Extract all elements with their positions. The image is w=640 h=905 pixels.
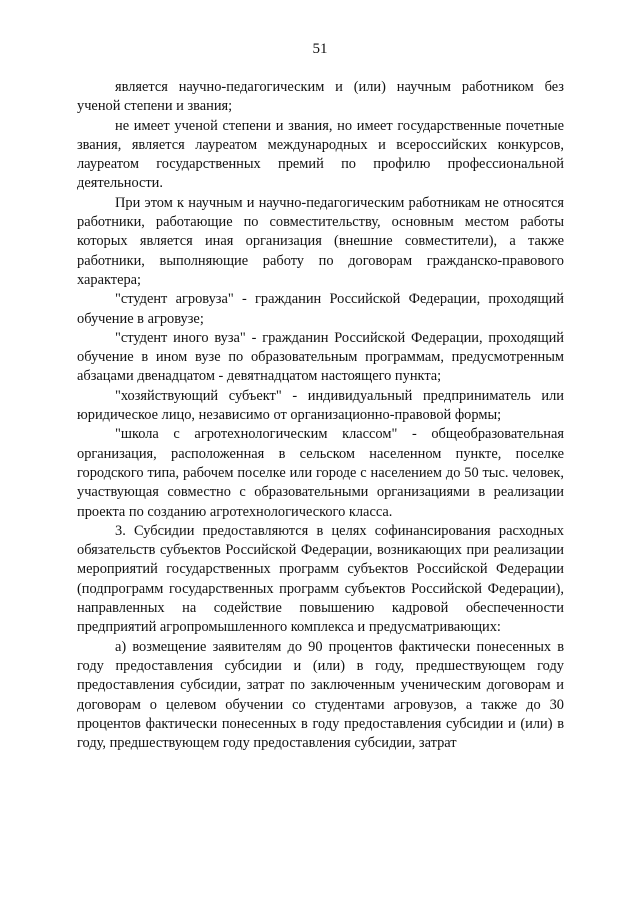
paragraph-5: "студент иного вуза" - гражданин Российской Федерации, проходящий обучение в ином вузе по образовательным программам, предусмотренным абзацами двенадцатом - девятнадцатом настоящего пункта; <box>77 329 564 385</box>
body-text <box>77 78 564 753</box>
paragraph-3: При этом к научным и научно-педагогическим работникам не относятся работники, работающие по совместительству, основным местом работы которых является иная организация (внешние совместители), а также работники, выполняющие работу по договорам гражданско-правового характера; <box>77 194 564 288</box>
paragraph-9: а) возмещение заявителям до 90 процентов фактически понесенных в году предоставления субсидии и (или) в году, предшествующем году предоставления субсидии, затрат по заключенным ученическим договорам и договорам о целевом обучении со студентами агровузов, а также до 30 процентов фактически понесенных в году предоставления субсидии и (или) в году, предшествующем году предоставления субсидии, затрат <box>77 638 564 752</box>
paragraph-6: "хозяйствующий субъект" - индивидуальный предприниматель или юридическое лицо, независимо от организационно-правовой формы; <box>77 387 564 424</box>
paragraph-4: "студент агровуза" - гражданин Российской Федерации, проходящий обучение в агровузе; <box>77 291 564 327</box>
page-number: 51 <box>312 41 328 57</box>
paragraph-8: 3. Субсидии предоставляются в целях софинансирования расходных обязательств субъектов Российской Федерации, возникающих при реализации мероприятий государственных программ субъектов Российской Федерации (подпрограмм государственных программ субъектов Российской Федерации), направленных на содействие повышению кадровой обеспеченности предприятий агропромышленного комплекса и предусматривающих: <box>77 522 564 636</box>
paragraph-1: является научно-педагогическим и (или) научным работником без ученой степени и звания; <box>77 79 564 115</box>
paragraph-2: не имеет ученой степени и звания, но имеет государственные почетные звания, является лауреатом международных и всероссийских конкурсов, лауреатом государственных премий по профилю профессиональной деятельности. <box>77 117 564 192</box>
paragraph-7: "школа с агротехнологическим классом" - общеобразовательная организация, расположенная в сельском населенном пункте, поселке городского типа, рабочем поселке или городе с населением до 50 тыс. человек, участвующая совместно с образовательными организациями в реализации проекта по созданию агротехнологического класса. <box>77 426 564 520</box>
